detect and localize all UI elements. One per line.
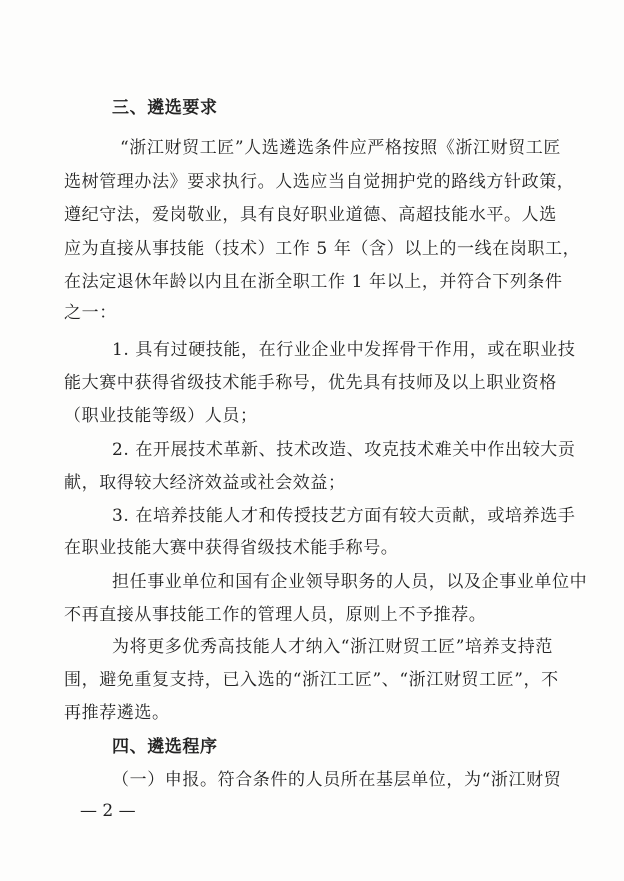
body-line: 之一： <box>64 303 117 323</box>
body-line: 围，避免重复支持，已入选的“浙江工匠”、“浙江财贸工匠”，不 <box>64 670 559 690</box>
page-number: — 2 — <box>80 801 136 821</box>
body-line: 选树管理办法》要求执行。人选应当自觉拥护党的路线方针政策， <box>64 172 575 192</box>
body-line: 再推荐遴选。 <box>64 703 170 723</box>
body-line: 担任事业单位和国有企业领导职务的人员，以及企事业单位中 <box>112 572 588 592</box>
list-item-2: 献，取得较大经济效益或社会效益； <box>64 473 346 493</box>
body-line: 应为直接从事技能（技术）工作 5 年（含）以上的一线在岗职工， <box>64 239 581 259</box>
body-line: 不再直接从事技能工作的管理人员，原则上不予推荐。 <box>64 605 487 625</box>
body-line: 为将更多优秀高技能人才纳入“浙江财贸工匠”培养支持范 <box>112 637 553 657</box>
list-item-3: 在职业技能大赛中获得省级技术能手称号。 <box>64 538 399 558</box>
list-item-2: 2. 在开展技术革新、技术改造、攻克技术难关中作出较大贡 <box>112 440 576 460</box>
list-item-1: 能大赛中获得省级技术能手称号，优先具有技师及以上职业资格 <box>64 373 557 393</box>
section-heading: 三、遴选要求 <box>112 98 218 118</box>
list-item-3: 3. 在培养技能人才和传授技艺方面有较大贡献，或培养选手 <box>112 506 576 526</box>
body-line: 遵纪守法，爱岗敬业，具有良好职业道德、高超技能水平。人选 <box>64 205 557 225</box>
list-item-1: 1. 具有过硬技能，在行业企业中发挥骨干作用，或在职业技 <box>112 340 576 360</box>
list-item-1: （职业技能等级）人员； <box>64 406 258 426</box>
body-line: “浙江财贸工匠”人选遴选条件应严格按照《浙江财贸工匠 <box>120 138 561 158</box>
body-line: 在法定退休年龄以内且在浙全职工作 1 年以上，并符合下列条件 <box>64 272 563 292</box>
section-heading: 四、遴选程序 <box>112 737 218 757</box>
body-line: （一）申报。符合条件的人员所在基层单位，为“浙江财贸 <box>112 770 562 790</box>
